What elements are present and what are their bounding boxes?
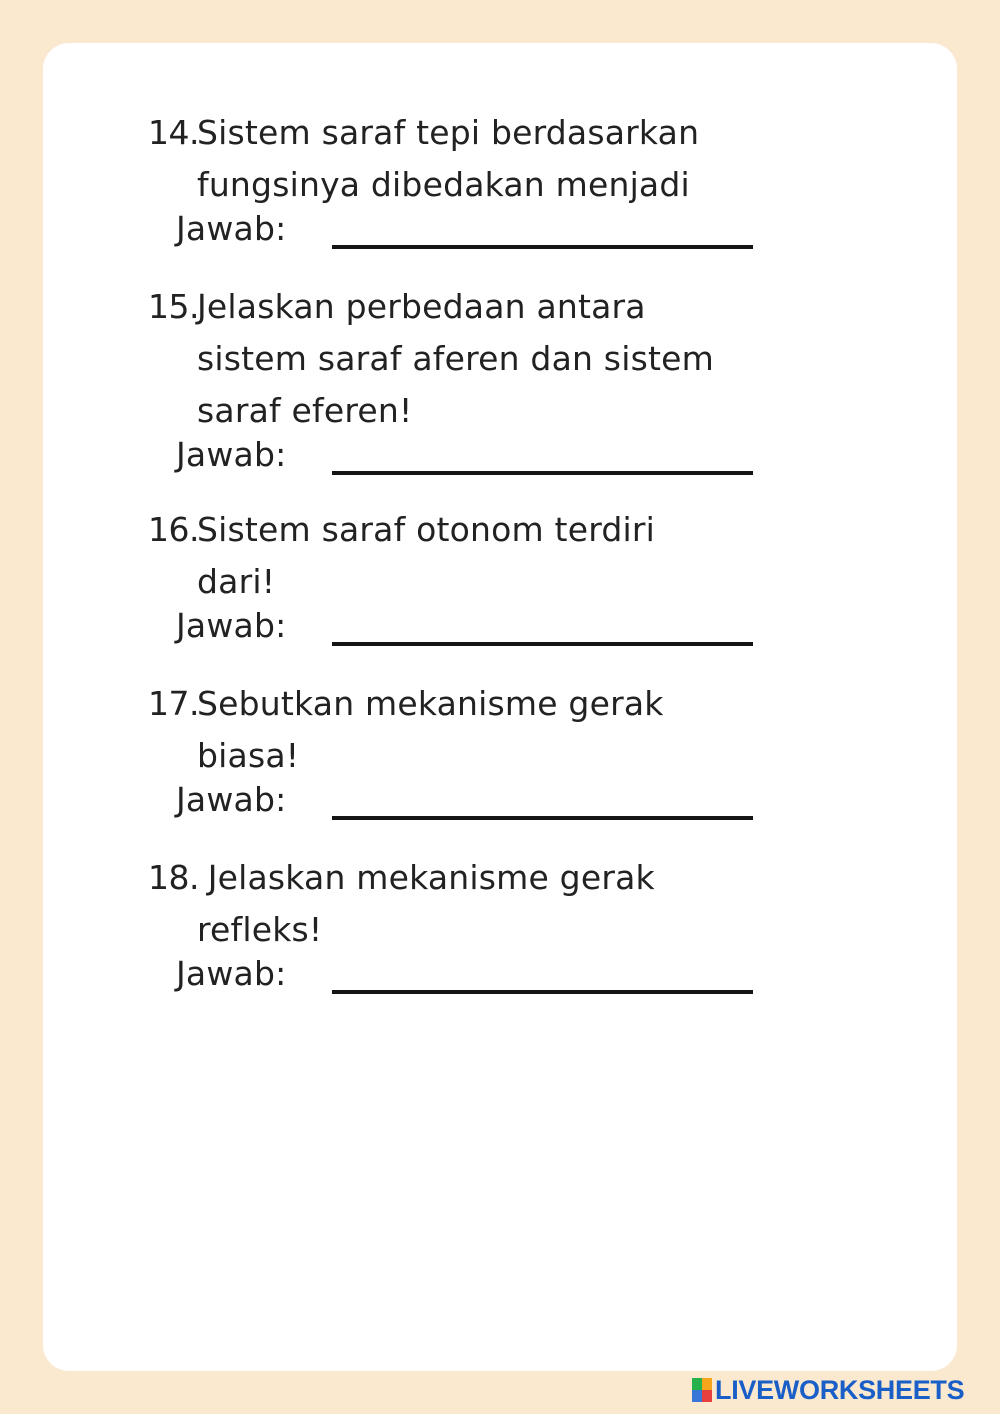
answer-label: Jawab:: [176, 209, 287, 248]
brand-text: LIVEWORKSHEETS: [715, 1375, 965, 1405]
question-15: [148, 281, 808, 481]
question-text: [197, 504, 787, 608]
question-line: saraf eferen!: [197, 391, 413, 430]
liveworksheets-logo-icon: [692, 1378, 712, 1402]
question-17: [148, 678, 808, 826]
question-text: [197, 852, 787, 956]
answer-row: [148, 604, 808, 652]
question-line: refleks!: [197, 910, 323, 949]
question-14: [148, 107, 808, 255]
question-line: Sebutkan mekanisme gerak: [197, 684, 664, 723]
question-number: 14.: [148, 113, 199, 152]
answer-label: Jawab:: [176, 954, 287, 993]
question-line: Jelaskan perbedaan antara: [197, 287, 646, 326]
answer-input-15[interactable]: [332, 433, 753, 475]
answer-input-16[interactable]: [332, 604, 753, 646]
question-line: biasa!: [197, 736, 300, 775]
question-18: [148, 852, 808, 1000]
question-line: Jelaskan mekanisme gerak: [197, 858, 655, 897]
answer-row: [148, 952, 808, 1000]
answer-label: Jawab:: [176, 435, 287, 474]
answer-row: [148, 207, 808, 255]
question-line: Sistem saraf otonom terdiri: [197, 510, 656, 549]
question-number: 15.: [148, 287, 199, 326]
answer-input-17[interactable]: [332, 778, 753, 820]
liveworksheets-brand[interactable]: [692, 1374, 964, 1406]
question-text: [197, 107, 787, 211]
question-number: 18.: [148, 858, 199, 897]
question-text: [197, 281, 787, 437]
answer-input-18[interactable]: [332, 952, 753, 994]
question-number: 16.: [148, 510, 199, 549]
answer-row: [148, 778, 808, 826]
question-line: sistem saraf aferen dan sistem: [197, 339, 714, 378]
answer-label: Jawab:: [176, 606, 287, 645]
question-number: 17.: [148, 684, 199, 723]
question-line: fungsinya dibedakan menjadi: [197, 165, 690, 204]
answer-row: [148, 433, 808, 481]
question-line: Sistem saraf tepi berdasarkan: [197, 113, 700, 152]
answer-input-14[interactable]: [332, 207, 753, 249]
question-line: dari!: [197, 562, 276, 601]
answer-label: Jawab:: [176, 780, 287, 819]
question-16: [148, 504, 808, 652]
question-text: [197, 678, 787, 782]
